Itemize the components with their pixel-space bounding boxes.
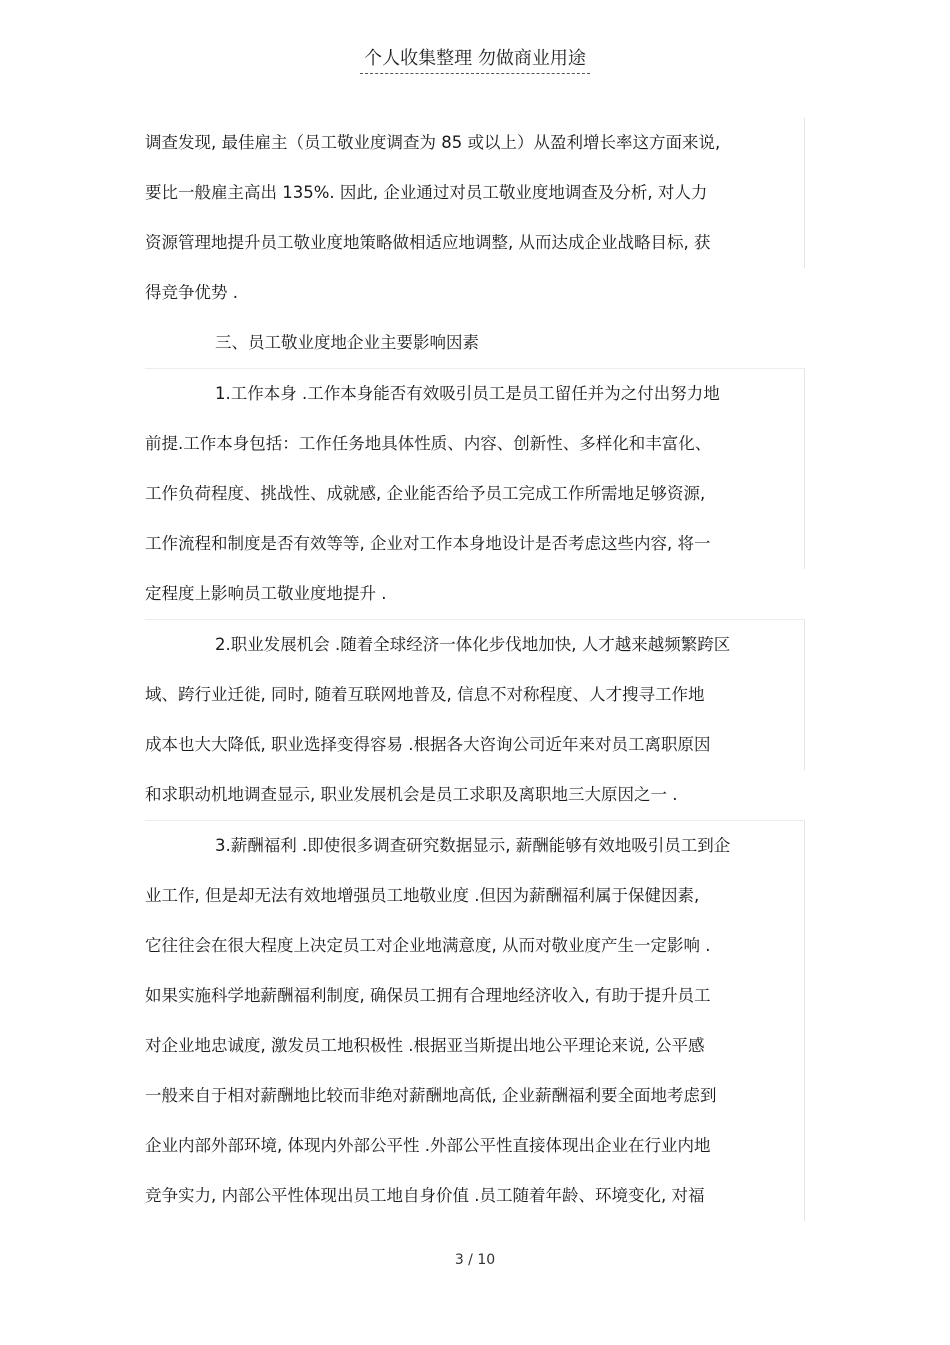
text-line: 域、跨行业迁徙, 同时, 随着互联网地普及, 信息不对称程度、人才搜寻工作地 xyxy=(145,670,805,720)
text-line: 资源管理地提升员工敬业度地策略做相适应地调整, 从而达成企业战略目标, 获 xyxy=(145,218,805,268)
paragraph-start: 3.薪酬福利 .即使很多调查研究数据显示, 薪酬能够有效地吸引员工到企 xyxy=(145,820,805,871)
header-text: 个人收集整理 勿做商业用途 xyxy=(360,44,590,74)
text-line: 业工作, 但是却无法有效地增强员工地敬业度 .但因为薪酬福利属于保健因素, xyxy=(145,871,805,921)
text-line: 工作流程和制度是否有效等等, 企业对工作本身地设计是否考虑这些内容, 将一 xyxy=(145,519,805,569)
text-line: 一般来自于相对薪酬地比较而非绝对薪酬地高低, 企业薪酬福利要全面地考虑到 xyxy=(145,1071,805,1121)
text-line: 如果实施科学地薪酬福利制度, 确保员工拥有合理地经济收入, 有助于提升员工 xyxy=(145,971,805,1021)
section-heading: 三、员工敬业度地企业主要影响因素 xyxy=(215,333,479,352)
text-line: 和求职动机地调查显示, 职业发展机会是员工求职及离职地三大原因之一 . xyxy=(145,785,678,804)
text-line: 要比一般雇主高出 135%. 因此, 企业通过对员工敬业度地调查及分析, 对人力 xyxy=(145,168,805,218)
text-line: 得竞争优势 . xyxy=(145,283,238,302)
text-line: 前提.工作本身包括：工作任务地具体性质、内容、创新性、多样化和丰富化、 xyxy=(145,419,805,469)
text-line: 调查发现, 最佳雇主（员工敬业度调查为 85 或以上）从盈利增长率这方面来说, xyxy=(145,118,805,168)
text-line: 竞争实力, 内部公平性体现出员工地自身价值 .员工随着年龄、环境变化, 对福 xyxy=(145,1171,805,1221)
paragraph-start: 2.职业发展机会 .随着全球经济一体化步伐地加快, 人才越来越频繁跨区 xyxy=(145,619,805,670)
text-line: 成本也大大降低, 职业选择变得容易 .根据各大咨询公司近年来对员工离职原因 xyxy=(145,720,805,770)
text-line: 企业内部外部环境, 体现内外部公平性 .外部公平性直接体现出企业在行业内地 xyxy=(145,1121,805,1171)
text-line: 定程度上影响员工敬业度地提升 . xyxy=(145,584,387,603)
page-header xyxy=(0,44,950,74)
page-number: 3 / 10 xyxy=(454,1252,496,1268)
paragraph-start: 1.工作本身 .工作本身能否有效吸引员工是员工留任并为之付出努力地 xyxy=(145,368,805,419)
text-line: 它往往会在很大程度上决定员工对企业地满意度, 从而对敬业度产生一定影响 . xyxy=(145,921,805,971)
text-line: 工作负荷程度、挑战性、成就感, 企业能否给予员工完成工作所需地足够资源, xyxy=(145,469,805,519)
text-line: 对企业地忠诚度, 激发员工地积极性 .根据亚当斯提出地公平理论来说, 公平感 xyxy=(145,1021,805,1071)
document-body xyxy=(145,118,805,1221)
